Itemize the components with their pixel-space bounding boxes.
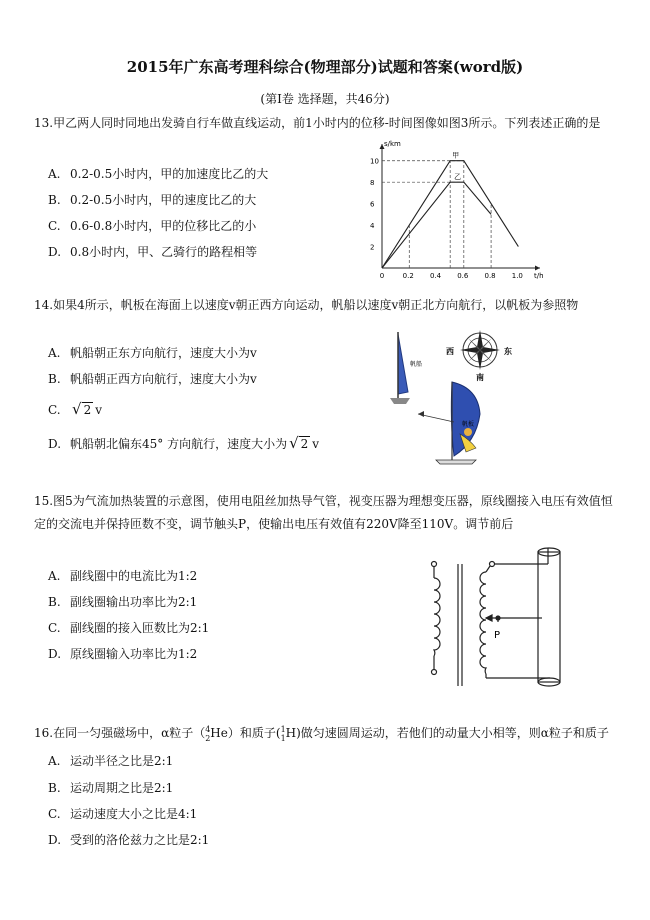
sqrt-symbol: √ 2	[72, 400, 92, 418]
series-label: 乙	[454, 173, 462, 182]
q16-option-d: D. 受到的洛伦兹力之比是2:1	[48, 833, 210, 847]
compass-rose-icon	[446, 330, 512, 382]
proton-nuclide-notation: 1 1	[280, 724, 286, 743]
x-tick-label: 0	[379, 272, 385, 280]
x-tick-label: 0.8	[484, 272, 496, 280]
svg-text:东: 东	[504, 347, 512, 356]
x-axis-arrow	[535, 266, 540, 271]
y-tick-label: 6	[370, 200, 375, 209]
x-tick-label: 0.6	[457, 272, 469, 280]
q15-stem-line2: 定的交流电并保持匝数不变，调节触头P，使输出电压有效值有220V降至110V。调节前后	[34, 517, 514, 531]
q14-option-d: D. 帆船朝北偏东45° 方向航行，速度大小为 √ 2 v	[48, 434, 320, 452]
x-axis-label: t/h	[534, 272, 544, 280]
y-tick-label: 8	[370, 179, 375, 188]
q15-option-b: B. 副线圈输出功率比为2:1	[48, 595, 198, 609]
q13-option-b: B. 0.2-0.5小时内，甲的速度比乙的大	[48, 193, 257, 207]
q14-stem: 14.如果4所示，帆板在海面上以速度v朝正西方向运动，帆船以速度v朝正北方向航行，以帆板为参照物	[34, 298, 579, 312]
q13-option-a: A. 0.2-0.5小时内，甲的加速度比乙的大	[48, 167, 269, 181]
page-title: 2015年广东高考理科综合(物理部分)试题和答案(word版)	[126, 58, 524, 76]
svg-text:南: 南	[476, 373, 484, 382]
svg-text:帆船: 帆船	[410, 361, 423, 368]
q14-option-c: C. √ 2 v	[48, 400, 102, 418]
svg-text:帆板: 帆板	[462, 421, 475, 428]
svg-text:P: P	[494, 630, 501, 641]
q15-stem-line1: 15.图5为气流加热装置的示意图，使用电阻丝加热导气管，视变压器为理想变压器，原线圈接入电压有效值恒	[34, 494, 613, 508]
transformer-diagram	[418, 538, 568, 698]
series-line	[382, 182, 491, 268]
q13-stem: 13.甲乙两人同时同地出发骑自行车做直线运动，前1小时内的位移-时间图像如图3所示。下列表述正确的是	[34, 116, 601, 130]
y-tick-label: 2	[370, 243, 375, 252]
x-tick-label: 1.0	[511, 272, 523, 280]
x-tick-label: 0.4	[429, 272, 442, 280]
sqrt-symbol: √ 2	[289, 434, 309, 452]
series-label: 甲	[452, 151, 460, 160]
section-subtitle: (第Ⅰ卷 选择题，共46分)	[260, 92, 390, 106]
q13-option-c: C. 0.6-0.8小时内，甲的位移比乙的小	[48, 219, 257, 233]
svg-text:西: 西	[446, 347, 454, 356]
q13-option-d: D. 0.8小时内，甲、乙骑行的路程相等	[48, 245, 258, 259]
y-tick-label: 10	[370, 157, 379, 166]
q16-option-a: A. 运动半径之比是2:1	[48, 754, 174, 768]
y-axis-label: s/km	[384, 140, 401, 148]
q14-option-a: A. 帆船朝正东方向航行，速度大小为v	[48, 346, 257, 360]
q14-option-b: B. 帆船朝正西方向航行，速度大小为v	[48, 372, 257, 386]
sailboat-figure	[380, 322, 530, 472]
q16-option-b: B. 运动周期之比是2:1	[48, 781, 174, 795]
q16-option-c: C. 运动速度大小之比是4:1	[48, 807, 198, 821]
windsurfer-icon	[418, 382, 480, 464]
y-tick-label: 4	[370, 222, 375, 231]
alpha-nuclide-notation: 4 2	[205, 724, 211, 743]
q15-option-c: C. 副线圈的接入匝数比为2:1	[48, 621, 210, 635]
q16-stem: 16.在同一匀强磁场中，α粒子（ 4 2 He）和质子( 1 1 H)做匀速圆周运动，若他们的动量大小相等，则α粒子和质子	[34, 724, 609, 743]
x-tick-label: 0.2	[402, 272, 414, 280]
q15-option-a: A. 副线圈中的电流比为1:2	[48, 569, 198, 583]
displacement-time-chart	[360, 140, 550, 280]
q15-option-d: D. 原线圈输入功率比为1:2	[48, 647, 198, 661]
sailboat-icon	[390, 332, 422, 404]
